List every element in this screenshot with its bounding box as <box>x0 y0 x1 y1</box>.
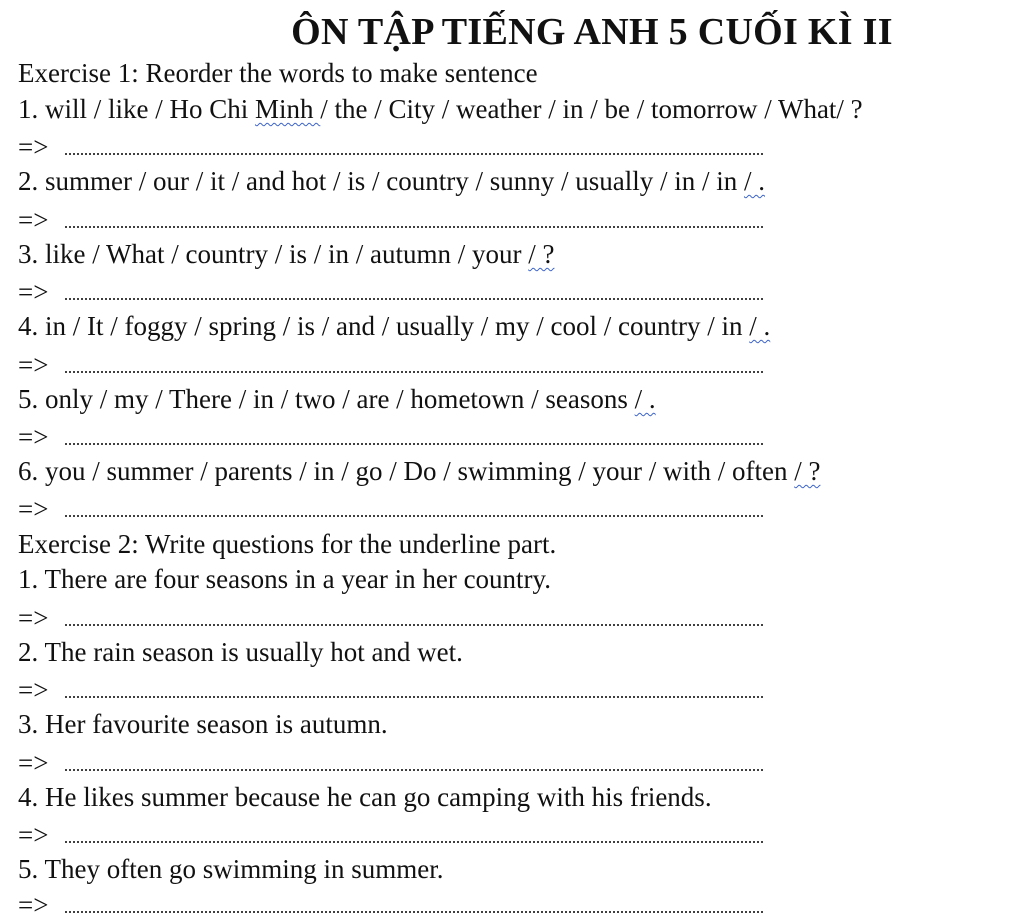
answer-arrow: => <box>18 494 49 524</box>
answer-arrow: => <box>18 675 49 705</box>
ex1-q6-text: 6. you / summer / parents / in / go / Do / swimming / your / with / often <box>18 456 795 486</box>
answer-arrow: => <box>18 277 49 307</box>
ex2-question-5: 5. They often go swimming in summer. <box>18 854 444 884</box>
ex1-q3-text: 3. like / What / country / is / in / autumn / your <box>18 239 529 269</box>
ex2-question-4: 4. He likes summer because he can go camping with his friends. <box>18 782 712 812</box>
ex1-q4-text: 4. in / It / foggy / spring / is / and / usually / my / cool / country / in <box>18 311 750 341</box>
dotted-line <box>64 840 764 844</box>
ex2-answer-line-4[interactable] <box>18 820 764 850</box>
answer-arrow: => <box>18 890 49 920</box>
ex1-question-3 <box>18 237 1018 271</box>
ex1-q5-spellcheck: / . <box>634 384 656 414</box>
ex1-question-4 <box>18 309 1018 343</box>
answer-arrow: => <box>18 350 49 380</box>
ex2-answer-line-2[interactable] <box>18 675 764 705</box>
ex1-question-5 <box>18 382 1018 416</box>
ex2-answer-line-5[interactable] <box>18 890 764 920</box>
answer-arrow: => <box>18 132 49 162</box>
dotted-line <box>64 442 764 446</box>
answer-arrow: => <box>18 603 49 633</box>
ex1-q1-text: 1. will / like / Ho Chi <box>18 94 256 124</box>
ex2-question-2: 2. The rain season is usually hot and wet. <box>18 637 463 667</box>
ex1-answer-line-4[interactable] <box>18 350 764 380</box>
dotted-line <box>64 297 764 301</box>
answer-arrow: => <box>18 205 49 235</box>
answer-arrow: => <box>18 820 49 850</box>
ex1-question-2 <box>18 164 1018 198</box>
ex1-q6-spellcheck: / ? <box>794 456 821 486</box>
dotted-line <box>64 152 764 156</box>
dotted-line <box>64 768 764 772</box>
ex1-answer-line-3[interactable] <box>18 277 764 307</box>
ex1-q2-text: 2. summer / our / it / and hot / is / country / sunny / usually / in / in <box>18 166 744 196</box>
dotted-line <box>64 623 764 627</box>
dotted-line <box>64 910 764 914</box>
ex1-q1-spellcheck: Minh <box>255 94 321 124</box>
dotted-line <box>64 514 764 518</box>
dotted-line <box>64 225 764 229</box>
answer-arrow: => <box>18 422 49 452</box>
dotted-line <box>64 370 764 374</box>
ex1-q5-text: 5. only / my / There / in / two / are / hometown / seasons <box>18 384 635 414</box>
ex1-question-6 <box>18 454 1018 488</box>
ex1-q2-spellcheck: / . <box>743 166 765 196</box>
ex1-answer-line-1[interactable] <box>18 132 764 162</box>
ex1-q1-text-end: / the / City / weather / in / be / tomorrow / What/ ? <box>320 94 863 124</box>
ex2-question-3: 3. Her favourite season is autumn. <box>18 709 388 739</box>
ex1-answer-line-5[interactable] <box>18 422 764 452</box>
ex1-answer-line-2[interactable] <box>18 205 764 235</box>
exercise-2-heading: Exercise 2: Write questions for the underline part. <box>18 529 557 559</box>
ex2-question-1: 1. There are four seasons in a year in her country. <box>18 564 552 594</box>
ex1-answer-line-6[interactable] <box>18 494 764 524</box>
ex2-answer-line-3[interactable] <box>18 748 764 778</box>
ex1-question-1 <box>18 92 1018 126</box>
ex1-q4-spellcheck: / . <box>749 311 771 341</box>
answer-arrow: => <box>18 748 49 778</box>
ex2-answer-line-1[interactable] <box>18 603 764 633</box>
ex1-q3-spellcheck: / ? <box>528 239 555 269</box>
page-title: ÔN TẬP TIẾNG ANH 5 CUỐI KÌ II <box>291 11 893 53</box>
dotted-line <box>64 695 764 699</box>
exercise-1-heading: Exercise 1: Reorder the words to make sentence <box>18 58 538 88</box>
